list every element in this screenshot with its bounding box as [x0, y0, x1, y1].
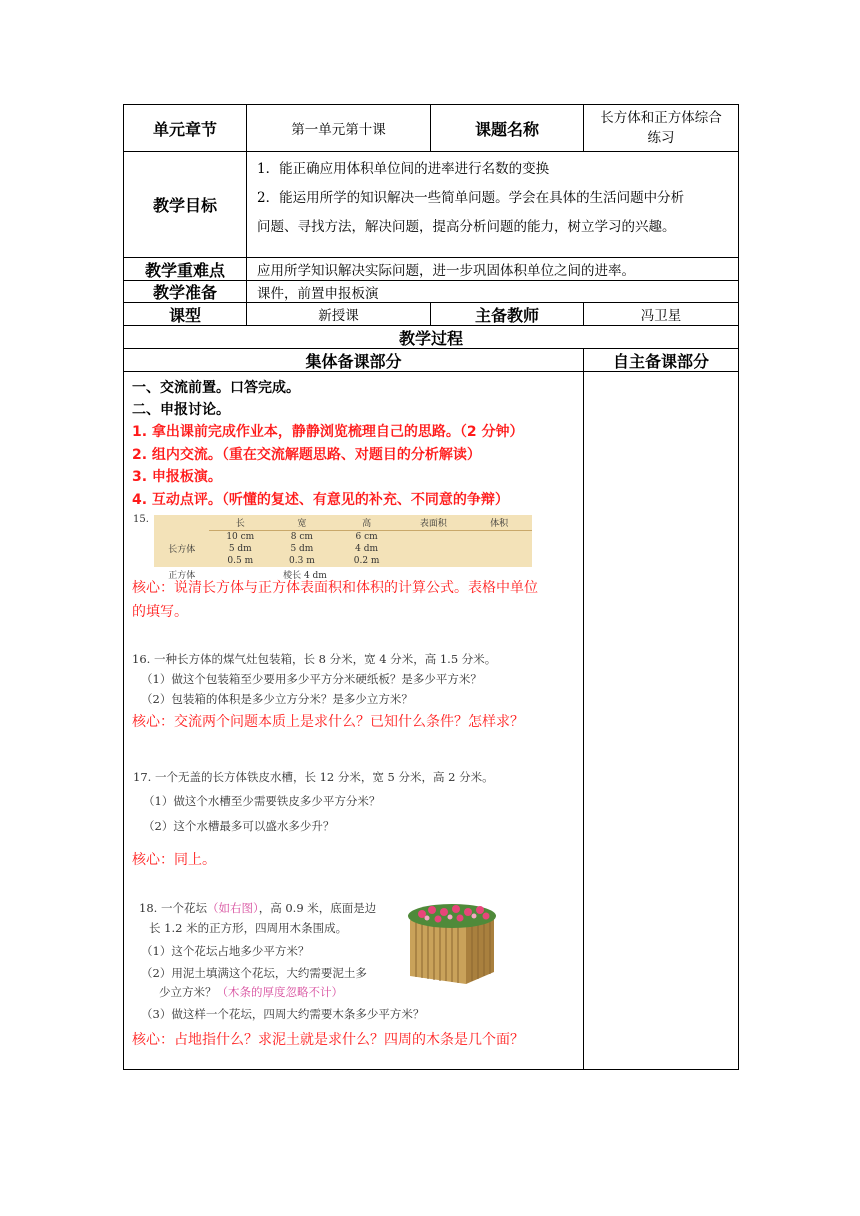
lesson-plan-table — [123, 104, 739, 1070]
self-heading: 自主备课部分 — [612, 351, 709, 371]
ex18-line-3: （1）这个花坛占地多少平方米？ — [141, 944, 310, 958]
unit-value: 第一单元第十课 — [291, 122, 386, 138]
ex18-line-1: 18. 一个花坛（如右图），高 0.9 米，底面是边 — [139, 901, 377, 915]
process-title: 教学过程 — [398, 328, 463, 348]
ex15-core-2: 的填写。 — [132, 604, 188, 620]
ex15-table — [154, 515, 532, 581]
ex17-line-2: （1）做这个水槽至少需要铁皮多少平方分米？ — [143, 794, 381, 808]
ex15-row-cuboid: 长方体 — [168, 545, 196, 556]
ex15-cube-value: 棱长 4 dm — [283, 571, 327, 581]
step-2-3: 3. 申报板演。 — [132, 469, 222, 485]
ex18-line-5: 少立方米？（木条的厚度忽略不计） — [159, 985, 343, 999]
step-2: 二、申报讨论。 — [132, 402, 230, 418]
flower-bed-image — [402, 900, 500, 988]
ex15-h-height: 高 — [333, 515, 401, 531]
ex17-core: 核心：同上。 — [132, 852, 216, 868]
prep-label: 教学准备 — [152, 283, 217, 302]
ex15-number: 15. — [133, 514, 149, 525]
goals-label: 教学目标 — [152, 196, 217, 215]
ex18-note-thickness: （木条的厚度忽略不计） — [216, 985, 343, 999]
ex15-h-width: 宽 — [271, 515, 333, 531]
ex15-h-volume: 体积 — [466, 515, 532, 531]
ex16-line-3: （2）包装箱的体积是多少立方分米？是多少立方米？ — [141, 692, 413, 706]
step-1: 一、交流前置。口答完成。 — [132, 380, 300, 396]
step-2-1: 1. 拿出课前完成作业本，静静浏览梳理自己的思路。（2 分钟） — [132, 424, 524, 440]
type-value: 新授课 — [318, 308, 359, 324]
unit-label: 单元章节 — [152, 119, 217, 139]
ex15-h-length: 长 — [209, 515, 271, 531]
ex15-cell: 0.5 m — [227, 556, 254, 566]
goals-text: 1．能正确应用体积单位间的进率进行名数的变换 2．能运用所学的知识解决一些简单问题。学会在具体的生活问题中分析 问题、寻找方法，解决问题，提高分析问题的能力，树立学习的兴趣。 — [257, 161, 685, 235]
type-label: 课型 — [168, 305, 201, 325]
ex15-h-area: 表面积 — [400, 515, 466, 531]
ex15-cell: 4 dm — [355, 544, 379, 554]
ex15-cell: 5 dm — [228, 544, 252, 554]
step-2-4: 4. 互动点评。（听懂的复述、有意见的补充、不同意的争辩） — [132, 492, 509, 508]
step-2-2: 2. 组内交流。（重在交流解题思路、对题目的分析解读） — [132, 447, 481, 463]
ex15-cell: 8 cm — [290, 532, 313, 542]
ex17-line-1: 17. 一个无盖的长方体铁皮水槽，长 12 分米，宽 5 分米，高 2 分米。 — [133, 770, 494, 784]
ex15-cell: 0.2 m — [353, 556, 380, 566]
title-value: 长方体和正方体综合 练习 — [600, 110, 722, 146]
ex15-core-1: 核心：说清长方体与正方体表面积和体积的计算公式。表格中单位 — [132, 580, 538, 596]
ex15-cell: 0.3 m — [289, 556, 315, 566]
ex16-line-1: 16. 一种长方体的煤气灶包装箱，长 8 分米，宽 4 分米，高 1.5 分米。 — [132, 652, 497, 666]
teacher-value: 冯卫星 — [640, 308, 682, 324]
keypoints-label: 教学重难点 — [144, 260, 225, 280]
ex18-line-2: 长 1.2 米的正方形，四周用木条围成。 — [149, 921, 348, 935]
prep-value: 课件，前置申报板演 — [257, 285, 379, 302]
collective-heading: 集体备课部分 — [305, 351, 402, 371]
ex18-line-6: （3）做这样一个花坛，四周大约需要木条多少平方米？ — [141, 1007, 425, 1021]
ex17-line-3: （2）这个水槽最多可以盛水多少升？ — [143, 819, 335, 833]
title-label: 课题名称 — [474, 119, 539, 139]
ex18-note-figure: （如右图） — [206, 901, 259, 915]
teacher-label: 主备教师 — [474, 305, 539, 325]
ex15-row-cube: 正方体 — [168, 571, 196, 581]
keypoints-value: 应用所学知识解决实际问题，进一步巩固体积单位之间的进率。 — [257, 263, 635, 279]
ex15-cell: 5 dm — [290, 544, 314, 554]
ex18-core: 核心：占地指什么？求泥土就是求什么？四周的木条是几个面？ — [132, 1032, 524, 1048]
ex16-core: 核心：交流两个问题本质上是求什么？已知什么条件？怎样求？ — [132, 714, 524, 730]
ex15-cell: 10 cm — [226, 532, 255, 542]
ex15-cell: 6 cm — [355, 532, 378, 542]
ex16-line-2: （1）做这个包装箱至少要用多少平方分米硬纸板？是多少平方米？ — [141, 672, 482, 686]
ex18-line-4: （2）用泥土填满这个花坛，大约需要泥土多 — [141, 966, 367, 980]
